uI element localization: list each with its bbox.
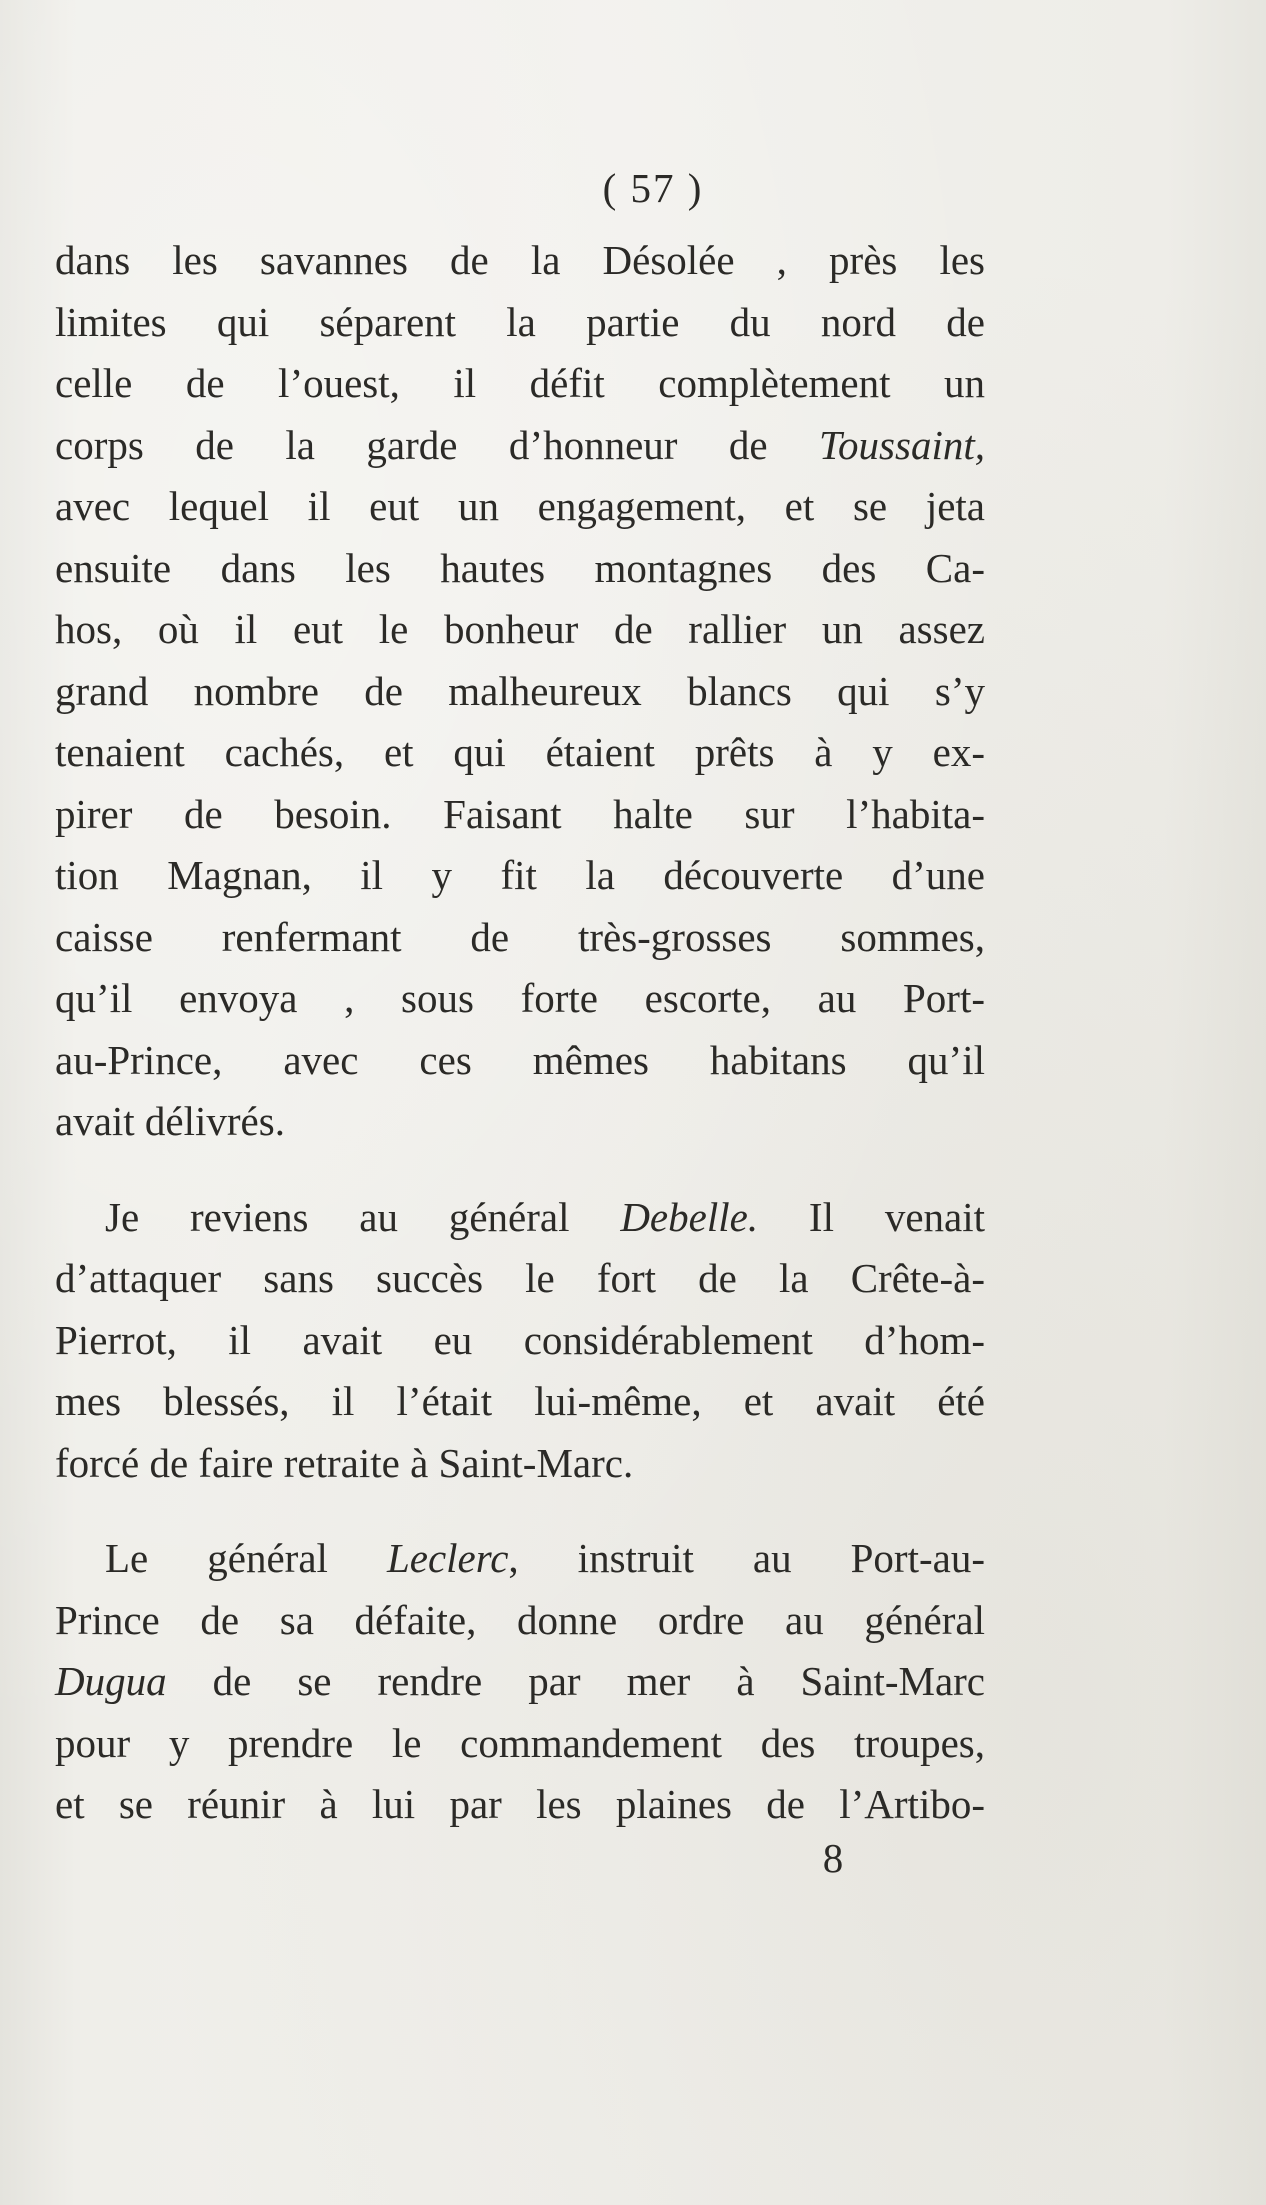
text-line bbox=[55, 1187, 985, 1249]
text-line: ensuite dans les hautes montagnes des Ca- bbox=[55, 544, 985, 591]
text-line: qu’il envoya , sous forte escorte, au Port- bbox=[55, 975, 985, 1021]
italic-name-dugua: Dugua bbox=[55, 1658, 167, 1704]
text-line: hos, où il eut le bonheur de rallier un assez bbox=[55, 606, 985, 652]
text-line bbox=[55, 1528, 985, 1590]
text-line: Pierrot, il avait eu considérablement d’hom- bbox=[55, 1316, 985, 1363]
paragraph-2 bbox=[55, 1187, 985, 1495]
text-line: limites qui séparent la partie du nord de bbox=[55, 298, 985, 345]
page-number: ( 57 ) bbox=[602, 165, 704, 211]
paragraph-1 bbox=[55, 230, 985, 1153]
italic-name-toussaint: Toussaint, bbox=[819, 421, 985, 468]
text-line: pirer de besoin. Faisant halte sur l’habita- bbox=[55, 790, 985, 837]
paragraph-3 bbox=[55, 1528, 985, 1836]
text-line: mes blessés, il l’était lui-même, et avait été bbox=[55, 1378, 985, 1424]
text-line: caisse renfermant de très-grosses sommes, bbox=[55, 913, 985, 960]
text-line: forcé de faire retraite à Saint-Marc. bbox=[55, 1439, 634, 1486]
text-line: dans les savannes de la Désolée , près les bbox=[55, 237, 985, 283]
text-line: avec lequel il eut un engagement, et se jeta bbox=[55, 483, 985, 529]
text-line: d’attaquer sans succès le fort de la Crête-à- bbox=[55, 1255, 985, 1301]
text-segment: Le général bbox=[105, 1535, 328, 1581]
text-segment: Je reviens au général bbox=[105, 1193, 570, 1240]
text-segment: , instruit au Port-au- bbox=[508, 1535, 985, 1581]
text-line: au-Prince, avec ces mêmes habitans qu’il bbox=[55, 1036, 985, 1083]
paragraph-gap bbox=[55, 1153, 985, 1187]
text-segment: Il venait bbox=[808, 1193, 986, 1240]
text-line: tion Magnan, il y fit la découverte d’une bbox=[55, 852, 985, 898]
text-line: et se réunir à lui par les plaines de l’Artibo- bbox=[55, 1781, 985, 1827]
text-line: grand nombre de malheureux blancs qui s’y bbox=[55, 667, 985, 714]
signature-mark: 8 bbox=[822, 1835, 844, 1881]
italic-name-leclerc: Leclerc bbox=[386, 1535, 509, 1581]
text-line bbox=[55, 1651, 985, 1713]
body-text bbox=[55, 230, 985, 1836]
text-segment: de se rendre par mer à Saint-Marc bbox=[212, 1658, 985, 1704]
text-line: pour y prendre le commandement des troupes, bbox=[55, 1719, 985, 1766]
italic-name-debelle: Debelle. bbox=[620, 1193, 759, 1240]
text-line: celle de l’ouest, il défit complètement un bbox=[55, 360, 985, 406]
text-segment: corps de la garde d’honneur de bbox=[55, 421, 768, 468]
text-line bbox=[55, 415, 985, 477]
paragraph-gap bbox=[55, 1494, 985, 1528]
text-line: Prince de sa défaite, donne ordre au général bbox=[55, 1596, 985, 1643]
text-line: tenaient cachés, et qui étaient prêts à y ex- bbox=[55, 729, 985, 775]
text-line: avait délivrés. bbox=[55, 1098, 285, 1144]
